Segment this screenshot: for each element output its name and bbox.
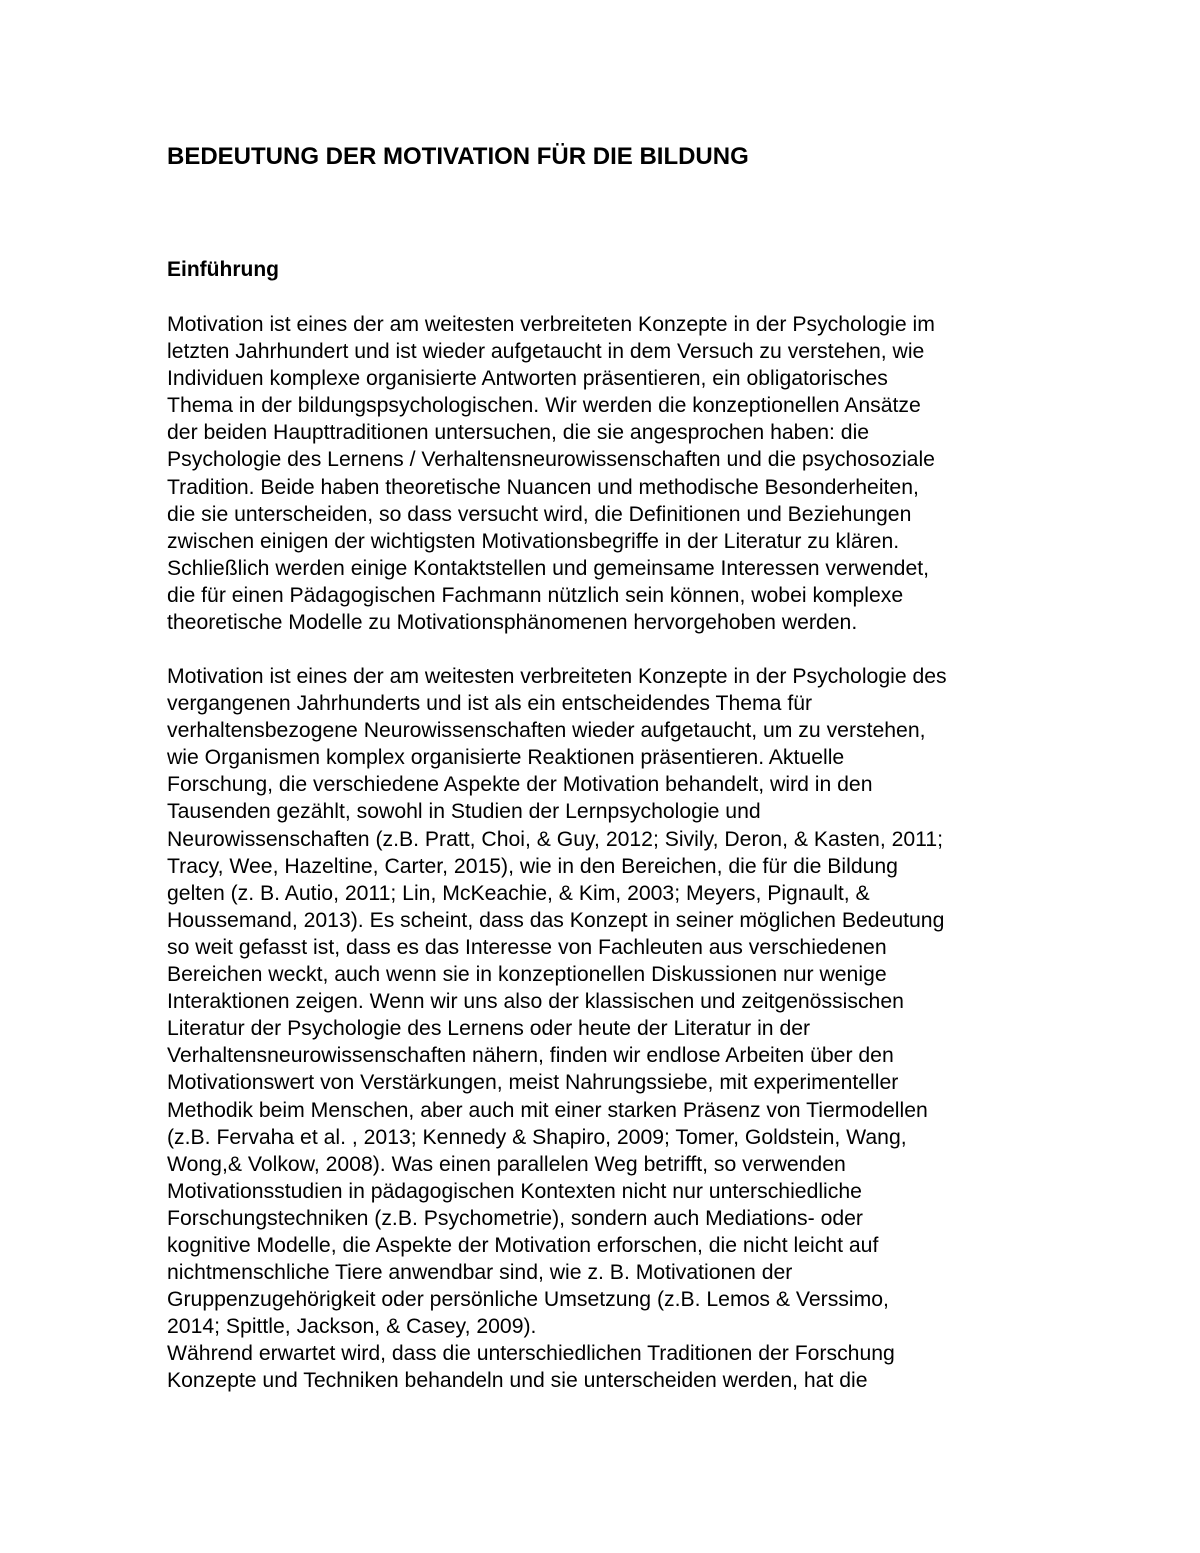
- text-line: Tracy, Wee, Hazeltine, Carter, 2015), wie in den Bereichen, die für die Bildung: [167, 854, 898, 878]
- text-line: Motivationsstudien in pädagogischen Kontexten nicht nur unterschiedliche: [167, 1179, 862, 1203]
- text-line: Forschung, die verschiedene Aspekte der Motivation behandelt, wird in den: [167, 773, 873, 797]
- text-line: so weit gefasst ist, dass es das Interesse von Fachleuten aus verschiedenen: [167, 935, 887, 959]
- text-line: (z.B. Fervaha et al. , 2013; Kennedy & Shapiro, 2009; Tomer, Goldstein, Wang,: [167, 1125, 907, 1149]
- text-line: wie Organismen komplex organisierte Reaktionen präsentieren. Aktuelle: [167, 746, 845, 770]
- text-line: die sie unterscheiden, so dass versucht wird, die Definitionen und Beziehungen: [167, 502, 912, 526]
- text-line: Verhaltensneurowissenschaften nähern, finden wir endlose Arbeiten über den: [167, 1044, 894, 1068]
- text-line: Motivationswert von Verstärkungen, meist Nahrungssiebe, mit experimenteller: [167, 1071, 899, 1095]
- document-title: BEDEUTUNG DER MOTIVATION FÜR DIE BILDUNG: [167, 143, 749, 170]
- text-line: Gruppenzugehörigkeit oder persönliche Umsetzung (z.B. Lemos & Verssimo,: [167, 1288, 889, 1312]
- text-line: Interaktionen zeigen. Wenn wir uns also der klassischen und zeitgenössischen: [167, 990, 904, 1014]
- text-line: Thema in der bildungspsychologischen. Wir werden die konzeptionellen Ansätze: [167, 394, 921, 418]
- text-line: Wong,& Volkow, 2008). Was einen parallelen Weg betrifft, so verwenden: [167, 1152, 846, 1176]
- text-line: letzten Jahrhundert und ist wieder aufgetaucht in dem Versuch zu verstehen, wie: [167, 340, 925, 364]
- text-line: die für einen Pädagogischen Fachmann nützlich sein können, wobei komplexe: [167, 583, 904, 607]
- paragraph-2: [167, 663, 947, 1395]
- text-line: Konzepte und Techniken behandeln und sie unterscheiden werden, hat die: [167, 1369, 868, 1393]
- section-heading: Einführung: [167, 258, 279, 281]
- paragraph-1: [167, 311, 935, 636]
- text-line: Schließlich werden einige Kontaktstellen und gemeinsame Interessen verwendet,: [167, 556, 930, 580]
- text-line: verhaltensbezogene Neurowissenschaften wieder aufgetaucht, um zu verstehen,: [167, 719, 926, 743]
- text-line: theoretische Modelle zu Motivationsphänomenen hervorgehoben werden.: [167, 611, 858, 635]
- text-line: 2014; Spittle, Jackson, & Casey, 2009).: [167, 1315, 537, 1339]
- text-line: Neurowissenschaften (z.B. Pratt, Choi, & Guy, 2012; Sivily, Deron, & Kasten, 2011;: [167, 827, 944, 851]
- text-line: Während erwartet wird, dass die unterschiedlichen Traditionen der Forschung: [167, 1342, 895, 1366]
- text-line: Motivation ist eines der am weitesten verbreiteten Konzepte in der Psychologie im: [167, 313, 935, 336]
- text-line: gelten (z. B. Autio, 2011; Lin, McKeachie, & Kim, 2003; Meyers, Pignault, &: [167, 881, 870, 905]
- text-line: Bereichen weckt, auch wenn sie in konzeptionellen Diskussionen nur wenige: [167, 963, 887, 987]
- text-line: Tausenden gezählt, sowohl in Studien der Lernpsychologie und: [167, 800, 761, 824]
- text-line: der beiden Haupttraditionen untersuchen, die sie angesprochen haben: die: [167, 421, 870, 445]
- text-line: nichtmenschliche Tiere anwendbar sind, wie z. B. Motivationen der: [167, 1261, 793, 1285]
- text-line: Psychologie des Lernens / Verhaltensneurowissenschaften und die psychosoziale: [167, 448, 935, 472]
- text-line: vergangenen Jahrhunderts und ist als ein entscheidendes Thema für: [167, 692, 813, 716]
- text-line: Forschungstechniken (z.B. Psychometrie), sondern auch Mediations- oder: [167, 1206, 863, 1230]
- text-line: Methodik beim Menschen, aber auch mit einer starken Präsenz von Tiermodellen: [167, 1098, 928, 1122]
- text-line: Houssemand, 2013). Es scheint, dass das Konzept in seiner möglichen Bedeutung: [167, 908, 945, 932]
- text-line: Motivation ist eines der am weitesten verbreiteten Konzepte in der Psychologie des: [167, 665, 947, 688]
- text-line: Tradition. Beide haben theoretische Nuancen und methodische Besonderheiten,: [167, 475, 919, 499]
- text-line: Literatur der Psychologie des Lernens oder heute der Literatur in der: [167, 1017, 811, 1041]
- text-line: Individuen komplexe organisierte Antworten präsentieren, ein obligatorisches: [167, 367, 888, 391]
- text-line: kognitive Modelle, die Aspekte der Motivation erforschen, die nicht leicht auf: [167, 1233, 879, 1257]
- text-line: zwischen einigen der wichtigsten Motivationsbegriffe in der Literatur zu klären.: [167, 529, 900, 553]
